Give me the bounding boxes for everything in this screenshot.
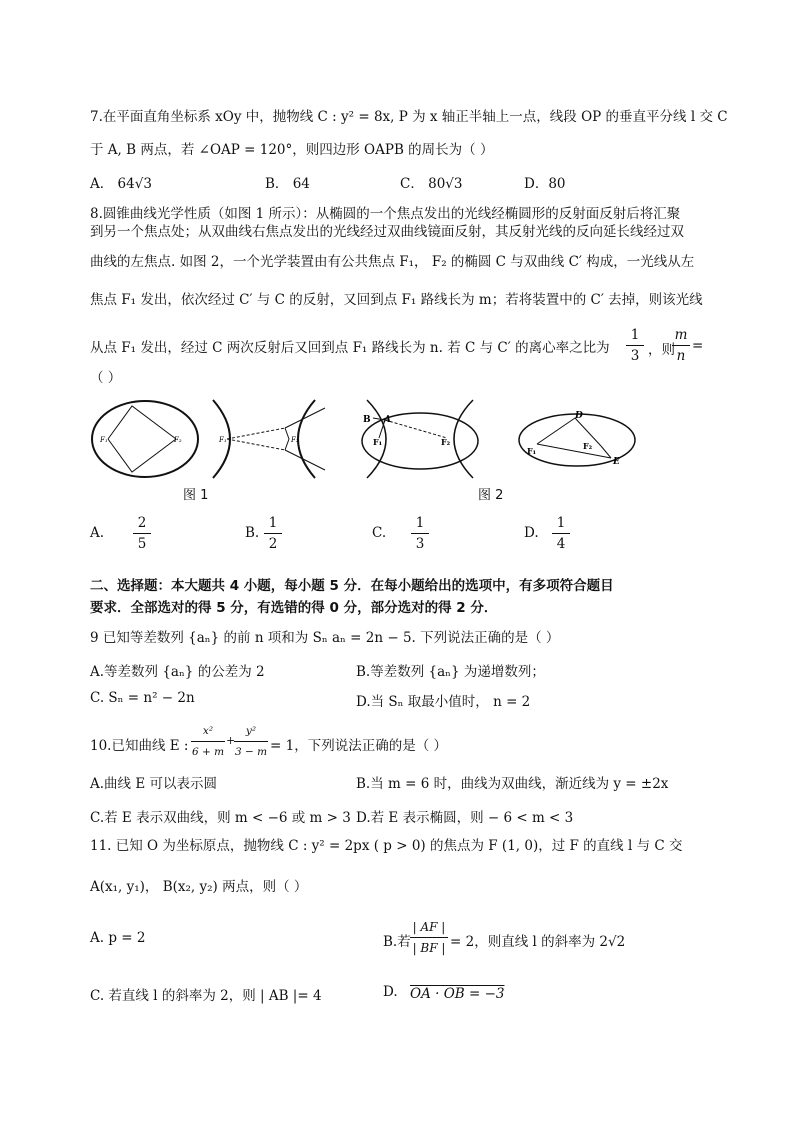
q10-stem-start: 10.已知曲线 E : xyxy=(90,738,189,754)
figure2-ellipse-hyperbola xyxy=(355,398,485,480)
fig1-f2-label: F₂ xyxy=(174,436,182,444)
figure2-caption: 图 2 xyxy=(478,488,504,503)
q9-option-d: D.当 Sₙ 取最小值时， n = 2 xyxy=(356,694,531,710)
fig2-a-label: A xyxy=(384,415,391,425)
q9-option-b: B.等差数列 {aₙ} 为递增数列； xyxy=(356,664,545,680)
q10-f2-num: y² xyxy=(245,725,257,737)
q8-option-b-label: B. xyxy=(245,525,260,541)
q7-line1: 7.在平面直角坐标系 xOy 中，抛物线 C : y² = 8x, P 为 x 轴正半轴上一点，线段 OP 的垂直平分线 l 交 C xyxy=(90,109,728,125)
q8-option-d-fraction xyxy=(552,514,570,553)
mn-denominator: n xyxy=(676,348,686,364)
fig2b-f1-label: F₁ xyxy=(527,446,537,456)
q8-a-den: 5 xyxy=(137,536,147,552)
q11-b-num: | AF | xyxy=(412,920,446,934)
ratio-denominator: 3 xyxy=(630,348,640,364)
q11-b-den: | BF | xyxy=(412,941,446,955)
q8-option-d-label: D. xyxy=(524,525,539,541)
ratio-numerator: 1 xyxy=(630,327,640,343)
q10-f1-num: x² xyxy=(202,725,214,737)
figure1-caption: 图 1 xyxy=(183,488,209,503)
fig2-f2-label: F₂ xyxy=(441,437,451,447)
q8-line1: 8.圆锥曲线光学性质（如图 1 所示）：从椭圆的一个焦点发出的光线经椭圆形的反射面反射后将汇聚 xyxy=(90,206,681,222)
q9-option-c: C. Sₙ = n² − 2n xyxy=(90,690,195,706)
q7-option-c: C． 80√3 xyxy=(400,176,463,192)
q8-a-num: 2 xyxy=(137,515,147,531)
fig2b-f2-label: F₂ xyxy=(583,441,593,451)
q8-d-den: 4 xyxy=(556,536,566,552)
q11-line1: 11. 已知 O 为坐标原点，抛物线 C : y² = 2px ( p > 0) 的焦点为 F (1, 0)，过 F 的直线 l 与 C 交 xyxy=(90,838,683,854)
figure1-ellipse xyxy=(90,398,200,480)
q8-option-b-fraction xyxy=(264,514,282,553)
q10-option-d: D.若 E 表示椭圆，则 − 6 < m < 3 xyxy=(356,810,574,826)
q8-option-a-label: A. xyxy=(90,525,105,541)
q8-line4: 焦点 F₁ 发出，依次经过 C′ 与 C 的反射，又回到点 F₁ 路线长为 m；若将装置中的 C′ 去掉，则该光线 xyxy=(90,292,703,308)
q8-line5: 从点 F₁ 发出，经过 C 两次反射后又回到点 F₁ 路线长为 n. 若 C 与 C′ 的离心率之比为 xyxy=(90,340,610,356)
q11-b-fraction xyxy=(410,918,448,957)
q8-line5-tail: ，则 xyxy=(648,342,675,358)
q8-equals: = xyxy=(692,338,704,354)
q8-option-c-fraction xyxy=(411,514,429,553)
q10-option-c: C.若 E 表示双曲线，则 m < −6 或 m > 3 xyxy=(90,810,351,826)
fig1b-f2-label: F₂ xyxy=(291,436,299,444)
q8-option-c-label: C. xyxy=(372,525,387,541)
fig2-f1-label: F₁ xyxy=(373,437,383,447)
fig1-f1-label: F₁ xyxy=(100,436,108,444)
q7-option-d: D．80 xyxy=(524,176,566,192)
q11-option-d-expression: OA · OB = −3 xyxy=(410,986,505,1002)
q9-option-a: A.等差数列 {aₙ} 的公差为 2 xyxy=(90,664,265,680)
q11-option-b-suffix: = 2，则直线 l 的斜率为 2√2 xyxy=(450,934,626,950)
fig1b-f1-label: F₁ xyxy=(219,436,227,444)
fig2-b-label: B xyxy=(363,415,371,425)
q10-plus: + xyxy=(226,734,236,747)
q10-f1-den: 6 + m xyxy=(191,746,225,758)
q11-option-b-prefix: B.若 xyxy=(383,934,411,950)
section2-heading-line2: 要求．全部选对的得 5 分，有选错的得 0 分，部分选对的得 2 分． xyxy=(90,600,498,616)
q11-option-d-label: D. xyxy=(383,984,398,1000)
q7-line2: 于 A, B 两点，若 ∠OAP = 120°，则四边形 OAPB 的周长为（ ） xyxy=(90,142,494,158)
fig2b-e-label: E xyxy=(613,457,620,467)
q10-stem-end: = 1，下列说法正确的是（ ） xyxy=(270,738,447,754)
figure1-hyperbola xyxy=(205,398,340,480)
q10-option-a: A.曲线 E 可以表示圆 xyxy=(90,776,217,792)
q10-f2-den: 3 − m xyxy=(234,746,268,758)
q8-blank: （ ） xyxy=(90,370,122,386)
fig2b-d-label: D xyxy=(575,411,583,421)
q11-option-a: A. p = 2 xyxy=(90,930,146,946)
q8-line3: 曲线的左焦点. 如图 2，一个光学装置由有公共焦点 F₁， F₂ 的椭圆 C 与双曲线 C′ 构成，一光线从左 xyxy=(90,254,695,270)
q8-c-num: 1 xyxy=(415,515,425,531)
q8-mn-fraction xyxy=(672,326,690,365)
q8-b-num: 1 xyxy=(268,515,278,531)
q8-b-den: 2 xyxy=(268,536,278,552)
q11-line2: A(x₁, y₁)， B(x₂, y₂) 两点，则（ ） xyxy=(90,879,308,895)
section2-heading-line1: 二、选择题：本大题共 4 小题，每小题 5 分．在每小题给出的选项中，有多项符合题目 xyxy=(90,578,614,594)
q7-option-a: A． 64√3 xyxy=(90,176,152,192)
q8-d-num: 1 xyxy=(556,515,566,531)
q10-option-b: B.当 m = 6 时，曲线为双曲线，渐近线为 y = ±2x xyxy=(356,776,669,792)
q8-line2: 到另一个焦点处；从双曲线右焦点发出的光线经过双曲线镜面反射，其反射光线的反向延长线经过双 xyxy=(90,224,684,240)
q10-y-fraction xyxy=(234,722,268,761)
mn-numerator: m xyxy=(674,327,688,343)
q8-option-a-fraction xyxy=(133,514,151,553)
q10-x-fraction xyxy=(191,722,225,761)
q8-ratio-fraction xyxy=(626,326,644,365)
q11-option-c: C. 若直线 l 的斜率为 2，则 | AB |= 4 xyxy=(90,988,322,1004)
q7-option-b: B． 64 xyxy=(265,176,310,192)
q8-c-den: 3 xyxy=(415,536,425,552)
q9-stem: 9 已知等差数列 {aₙ} 的前 n 项和为 Sₙ aₙ = 2n − 5. 下列说法正确的是（ ） xyxy=(90,630,560,646)
figure2-ellipse-de xyxy=(515,406,640,474)
